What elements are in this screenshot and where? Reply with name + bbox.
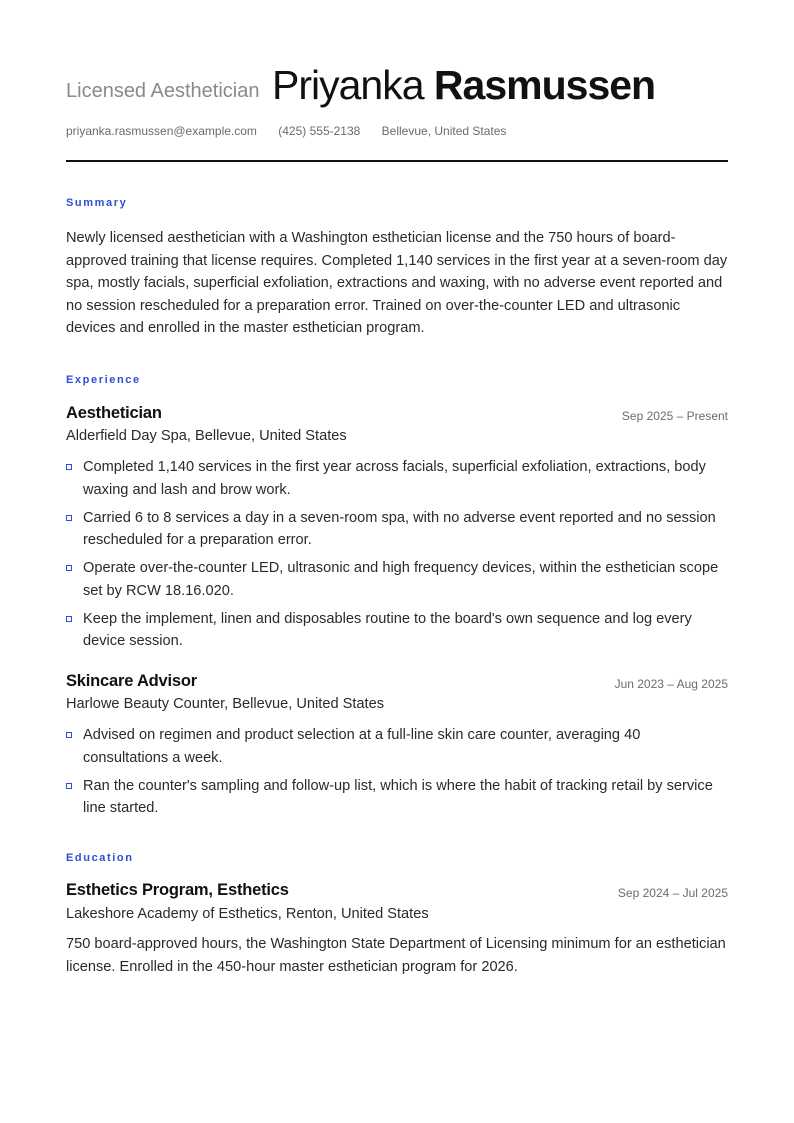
education-title: Esthetics Program, Esthetics — [66, 881, 289, 899]
job-1-dates: Sep 2025 – Present — [621, 409, 728, 423]
list-item — [66, 456, 728, 501]
education-text: 750 board-approved hours, the Washington State Department of Licensing minimum for an esthetician license. Enrolled in the 450-hour master esthetician program for 2026. — [66, 936, 726, 975]
summary-heading: Summary — [66, 197, 128, 209]
contact-location: Bellevue, United States — [381, 124, 507, 138]
contact-email[interactable]: priyanka.rasmussen@example.com — [66, 124, 257, 138]
list-item — [66, 775, 728, 820]
full-name — [272, 60, 655, 110]
bullet-square-icon — [66, 464, 72, 470]
bullet-text: Ran the counter's sampling and follow-up list, which is where the habit of tracking retail by service line started. — [83, 777, 713, 816]
contact-line — [66, 124, 524, 138]
job-2-bullets — [66, 724, 728, 825]
bullet-square-icon — [66, 616, 72, 622]
bullet-square-icon — [66, 732, 72, 738]
list-item — [66, 608, 728, 653]
bullet-text: Completed 1,140 services in the first year across facials, superficial exfoliation, extractions, body waxing and lash and brow work. — [83, 459, 706, 498]
job-1-title: Aesthetician — [66, 404, 162, 422]
contact-phone[interactable]: (425) 555-2138 — [278, 124, 361, 138]
education-dates: Sep 2024 – Jul 2025 — [617, 886, 728, 900]
bullet-text: Keep the implement, linen and disposables routine to the board's own sequence and log every device session. — [83, 610, 692, 649]
bullet-text: Operate over-the-counter LED, ultrasonic and high frequency devices, within the esthetician scope set by RCW 18.16.020. — [83, 560, 719, 599]
resume-header — [66, 60, 728, 110]
job-2-title: Skincare Advisor — [66, 672, 197, 690]
job-1-org: Alderfield Day Spa, Bellevue, United States — [66, 428, 347, 444]
bullet-text: Carried 6 to 8 services a day in a seven-room spa, with no adverse event reported and no session rescheduled for a preparation error. — [83, 509, 716, 548]
job-title: Licensed Aesthetician — [66, 80, 260, 102]
summary-text: Newly licensed aesthetician with a Washington esthetician license and the 750 hours of board-approved training that license requires. Completed 1,140 services in the first year at a seven-room day spa, mostly facials, superficial exfoliation, extractions and waxing, with no adverse event reported and no session rescheduled for a preparation error. Trained on over-the-counter LED and ultrasonic devices and enrolled in the master esthetician program. — [66, 230, 728, 336]
job-2-org: Harlowe Beauty Counter, Bellevue, United States — [66, 696, 384, 712]
list-item — [66, 724, 728, 769]
education-heading: Education — [66, 852, 134, 864]
header-divider — [66, 160, 728, 162]
bullet-square-icon — [66, 783, 72, 789]
list-item — [66, 507, 728, 552]
first-name: Priyanka — [272, 62, 424, 108]
bullet-square-icon — [66, 515, 72, 521]
last-name: Rasmussen — [433, 62, 656, 108]
experience-heading: Experience — [66, 374, 141, 386]
job-2-dates: Jun 2023 – Aug 2025 — [614, 677, 728, 691]
bullet-text: Advised on regimen and product selection at a full-line skin care counter, averaging 40 consultations a week. — [83, 727, 641, 766]
education-org: Lakeshore Academy of Esthetics, Renton, United States — [66, 906, 429, 922]
job-1-bullets — [66, 456, 728, 658]
bullet-square-icon — [66, 565, 72, 571]
list-item — [66, 557, 728, 602]
